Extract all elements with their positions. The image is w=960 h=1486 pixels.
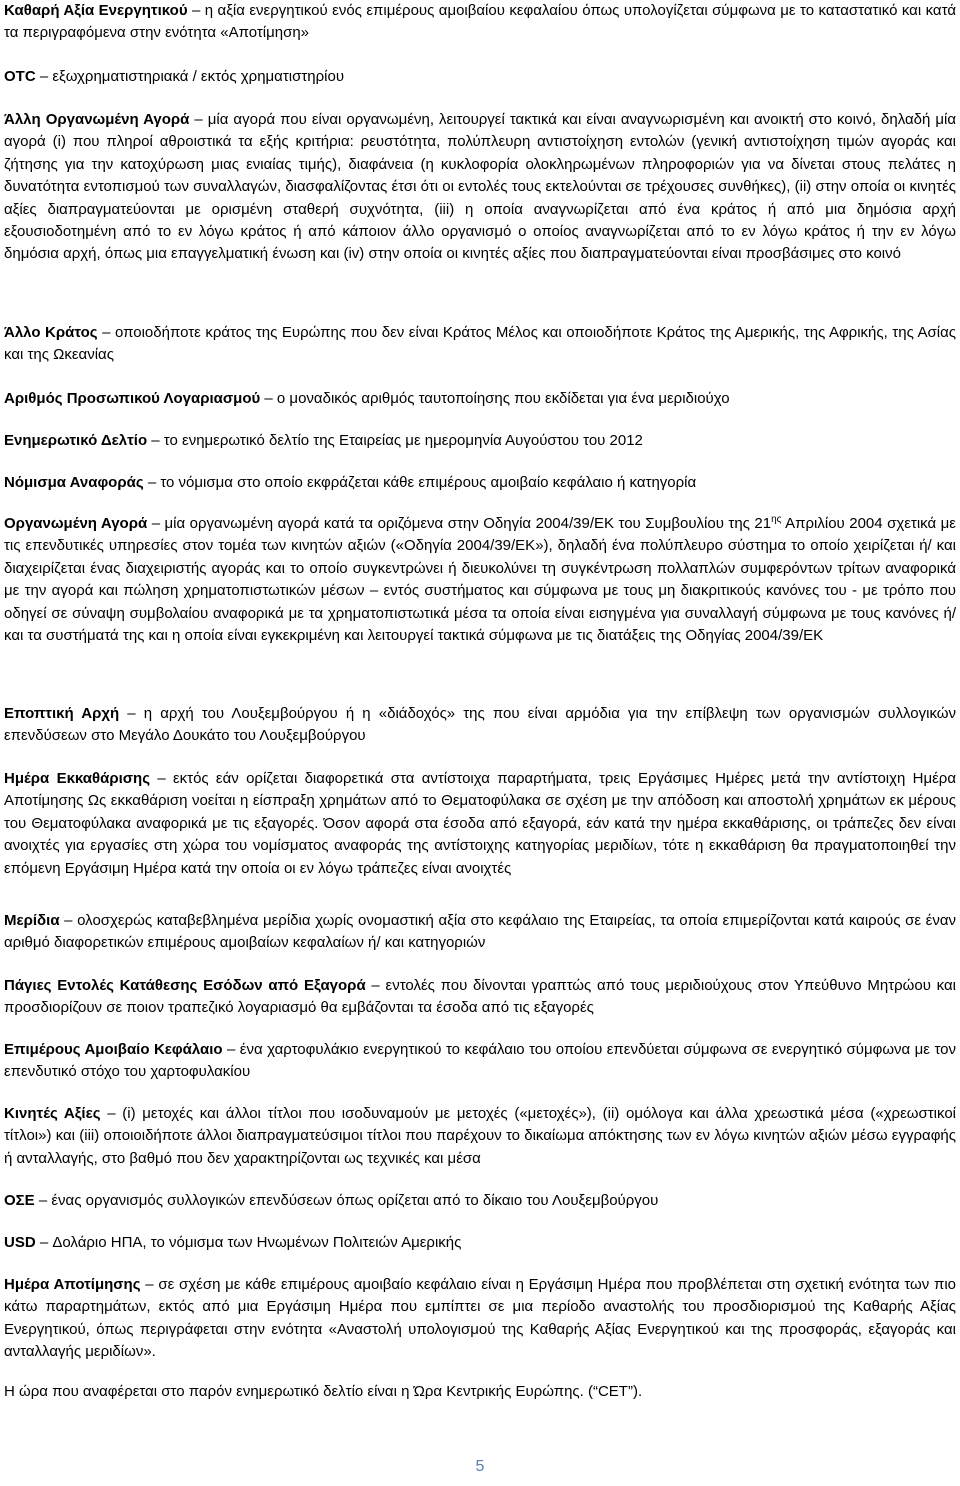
definition-term: Πάγιες Εντολές Κατάθεσης Εσόδων από Εξαγορά [4, 977, 366, 994]
definition-reference-currency [4, 472, 956, 494]
definition-term: Κινητές Αξίες [4, 1105, 101, 1122]
definition-net-asset-value [4, 0, 956, 45]
definition-term: USD [4, 1234, 36, 1251]
definition-text: – εκτός εάν ορίζεται διαφορετικά στα αντίστοιχα παραρτήματα, τρεις Εργάσιμες Ημέρες μετά την αντίστοιχη Ημέρα Αποτίμησης Ως εκκαθάριση νοείται η είσπραξη χρημάτων από το Θεματοφύλακα σε σχέση με την απόδοση και αποστολή χρημάτων εκ μέρους του Θεματοφύλακα αναφορικά με τις εξαγορές. Όσον αφορά στα έσοδα από εξαγορά, εάν κατά την ημέρα εκκαθάρισης, οι τράπεζες δεν είναι ανοιχτές για εργασίες στη χώρα του νομίσματος αναφοράς της αντίστοιχης κατηγορίας μεριδίων, τότε η εκκαθάριση θα πραγματοποιηθεί την επόμενη Εργάσιμη Ημέρα κατά την οποία οι εν λόγω τράπεζες είναι ανοιχτές [4, 770, 957, 877]
definition-text: – οποιοδήποτε κράτος της Ευρώπης που δεν είναι Κράτος Μέλος και οποιοδήποτε Κράτος της Αμερικής, της Αφρικής, της Ασίας και της Ωκεανίας [4, 324, 956, 364]
definition-sub-fund [4, 1039, 956, 1084]
definition-text: – Δολάριο ΗΠΑ, το νόμισμα των Ηνωμένων Πολιτειών Αμερικής [35, 1234, 462, 1251]
definition-text-start: – μία οργανωμένη αγορά κατά τα οριζόμενα στην Οδηγία 2004/39/ΕΚ του Συμβουλίου της 21 [147, 515, 772, 532]
definition-regulated-market [4, 513, 956, 647]
definition-text: – ο μοναδικός αριθμός ταυτοποίησης που εκδίδεται για ένα μεριδιούχο [260, 390, 730, 407]
definition-prospectus [4, 430, 956, 452]
definition-text: – μία αγορά που είναι οργανωμένη, λειτουργεί τακτικά και είναι αναγνωρισμένη και ανοικτή στο κοινό, δηλαδή μία αγορά (i) που πληροί αθροιστικά τα εξής κριτήρια: ρευστότητα, πολύπλευρη αντιστοίχηση εντολών (γενική αντιστοίχηση τιμών αγοράς και ζήτησης για την κατοχύρωση μιας ενιαίας τιμής), διαφάνεια (η κυκλοφορία ολοκληρωμένων πληροφοριών για να δίνεται στους πελάτες η δυνατότητα εντοπισμού των συναλλαγών, διασφαλίζοντας έτσι ότι οι εντολές τους εκτελούνται σε τρέχουσες συνθήκες), (ii) στην οποία οι κινητές αξίες διαπραγματεύονται με ορισμένη σταθερή συχνότητα, (iii) η οποία αναγνωρίζεται από ένα κράτος ή από μια δημόσια αρχή εξουσιοδοτημένη από το εν λόγω κράτος ή από κάποιον άλλο οργανισμό ο οποίος αναγνωρίζεται από το εν λόγω κράτος ή την εν λόγω δημόσια αρχή, όπως μια επαγγελματική ένωση και (iv) στην οποία οι κινητές αξίες που διαπραγματεύονται είναι προσβάσιμες στο κοινό [4, 111, 956, 263]
definition-text: – (i) μετοχές και άλλοι τίτλοι που ισοδυναμούν με μετοχές («μετοχές»), (ii) ομόλογα και άλλα χρεωστικά μέσα («χρεωστικοί τίτλοι») και (iii) οποιοιδήποτε άλλοι διαπραγματεύσιμοι τίτλοι που παρέχουν το δικαίωμα απόκτησης των εν λόγω κινητών αξιών μέσω εγγραφής ή ανταλλαγής, στο βαθμό που δεν χαρακτηρίζονται ως τεχνικές και μέσα [4, 1105, 956, 1167]
definition-term: Ενημερωτικό Δελτίο [4, 432, 148, 449]
definition-personal-account-number [4, 388, 956, 410]
definition-text: – σε σχέση με κάθε επιμέρους αμοιβαίο κεφάλαιο είναι η Εργάσιμη Ημέρα που προβλέπεται στη σχετική ενότητα των πιο κάτω παραρτημάτων, εκτός από μια Εργάσιμη Ημέρα που εμπίπτει σε μια περίοδο αναστολής του προσδιορισμού της Καθαρής Αξίας Ενεργητικού, όπως περιγράφεται στην ενότητα «Αναστολή υπολογισμού της Καθαρής Αξίας Ενεργητικού και της προσφοράς, εξαγοράς και ανταλλαγής μεριδίων». [4, 1276, 956, 1361]
definition-text: – ένα χαρτοφυλάκιο ενεργητικού το κεφάλαιο του οποίου επενδύεται σύμφωνα σε ενεργητικό σύμφωνα με τον επενδυτικό στόχο του χαρτοφυλακίου [4, 1041, 956, 1081]
definition-text: – η αξία ενεργητικού ενός επιμέρους αμοιβαίου κεφαλαίου όπως υπολογίζεται σύμφωνα με το καταστατικό και κατά τα περιγραφόμενα στην ενότητα «Αποτίμηση» [4, 2, 956, 42]
definition-other-state [4, 322, 956, 367]
definition-text: – εντολές που δίνονται γραπτώς από τους μεριδιούχους στον Υπεύθυνο Μητρώου και προσδιορίζουν σε ποιον τραπεζικό λογαριασμό θα εμβάζονται τα έσοδα από τις εξαγορές [4, 977, 957, 1017]
definition-term: Μερίδια [4, 912, 60, 929]
definition-term: OTC [4, 68, 36, 85]
definition-term: Επιμέρους Αμοιβαίο Κεφάλαιο [4, 1041, 223, 1058]
definition-text: – το ενημερωτικό δελτίο της Εταιρείας με ημερομηνία Αυγούστου του 2012 [147, 432, 643, 449]
definition-transferable-securities [4, 1103, 956, 1170]
definition-term: Άλλο Κράτος [4, 324, 98, 341]
definition-text: – ολοσχερώς καταβεβλημένα μερίδια χωρίς ονομαστική αξία στο κεφάλαιο της Εταιρείας, τα οποία επιμερίζονται κατά καιρούς σε έναν αριθμό διαφορετικών επιμέρους αμοιβαίων κεφαλαίων ή/ και κατηγοριών [4, 912, 956, 952]
definition-text: – η αρχή του Λουξεμβούργου ή η «διάδοχός» της που είναι αρμόδια για την επίβλεψη των οργανισμών συλλογικών επενδύσεων στο Μεγάλο Δουκάτο του Λουξεμβούργου [4, 705, 956, 745]
definition-valuation-day [4, 1274, 956, 1364]
ordinal-superscript: ης [771, 514, 782, 525]
definition-text: Απριλίου 2004 σχετικά με τις επενδυτικές υπηρεσίες στον τομέα των κινητών αξιών («Οδηγία 2004/39/ΕΚ»), δηλαδή ένα πολύπλευρο σύστημα το οποίο χειρίζεται ή/ και διαχειρίζεται ένας διαχειριστής αγοράς και το οποίο συγκεντρώνει ή διευκολύνει τη συγκέντρωση πολλαπλών συμφερόντων τρίτων αναφορικά με την αγορά και πώληση χρηματοπιστωτικών μέσων – εντός συστήματος και σύμφωνα με τους μη διακριτικούς κανόνες του - με τρόπο που οδηγεί σε σύναψη συμβολαίου αναφορικά με τα χρηματοπιστωτικά μέσα τα οποία είναι εισηγμένα για συναλλαγή σύμφωνα με τους κανόνες ή/ και τα συστήματά της και η οποία είναι εγκεκριμένη και λειτουργεί τακτικά σύμφωνα με τις διατάξεις της Οδηγίας 2004/39/ΕΚ [4, 515, 956, 645]
closing-note: Η ώρα που αναφέρεται στο παρόν ενημερωτικό δελτίο είναι η Ώρα Κεντρικής Ευρώπης. (“CET”). [4, 1383, 643, 1400]
definition-settlement-day [4, 768, 956, 880]
page-number: 5 [475, 1458, 485, 1475]
definition-otc [4, 66, 956, 88]
definition-term: Αριθμός Προσωπικού Λογαριασμού [4, 390, 261, 407]
definition-text: – ένας οργανισμός συλλογικών επενδύσεων όπως ορίζεται από το δίκαιο του Λουξεμβούργου [34, 1192, 659, 1209]
definition-term: ΟΣΕ [4, 1192, 35, 1209]
definition-text: – το νόμισμα στο οποίο εκφράζεται κάθε επιμέρους αμοιβαίο κεφάλαιο ή κατηγορία [143, 474, 697, 491]
definition-ucis [4, 1190, 956, 1212]
definition-shares [4, 910, 956, 955]
definition-text: – εξωχρηματιστηριακά / εκτός χρηματιστηρίου [35, 68, 345, 85]
definition-supervisory-authority [4, 703, 956, 748]
definition-term: Εποπτική Αρχή [4, 705, 120, 722]
definition-usd [4, 1232, 956, 1254]
definition-term: Ημέρα Αποτίμησης [4, 1276, 141, 1293]
definition-term: Άλλη Οργανωμένη Αγορά [4, 111, 190, 128]
definition-other-regulated-market [4, 109, 956, 266]
definition-term: Ημέρα Εκκαθάρισης [4, 770, 151, 787]
definition-standing-redemption-instructions [4, 975, 956, 1020]
definition-term: Νόμισμα Αναφοράς [4, 474, 144, 491]
definition-term: Οργανωμένη Αγορά [4, 515, 148, 532]
definition-term: Καθαρή Αξία Ενεργητικού [4, 2, 188, 19]
